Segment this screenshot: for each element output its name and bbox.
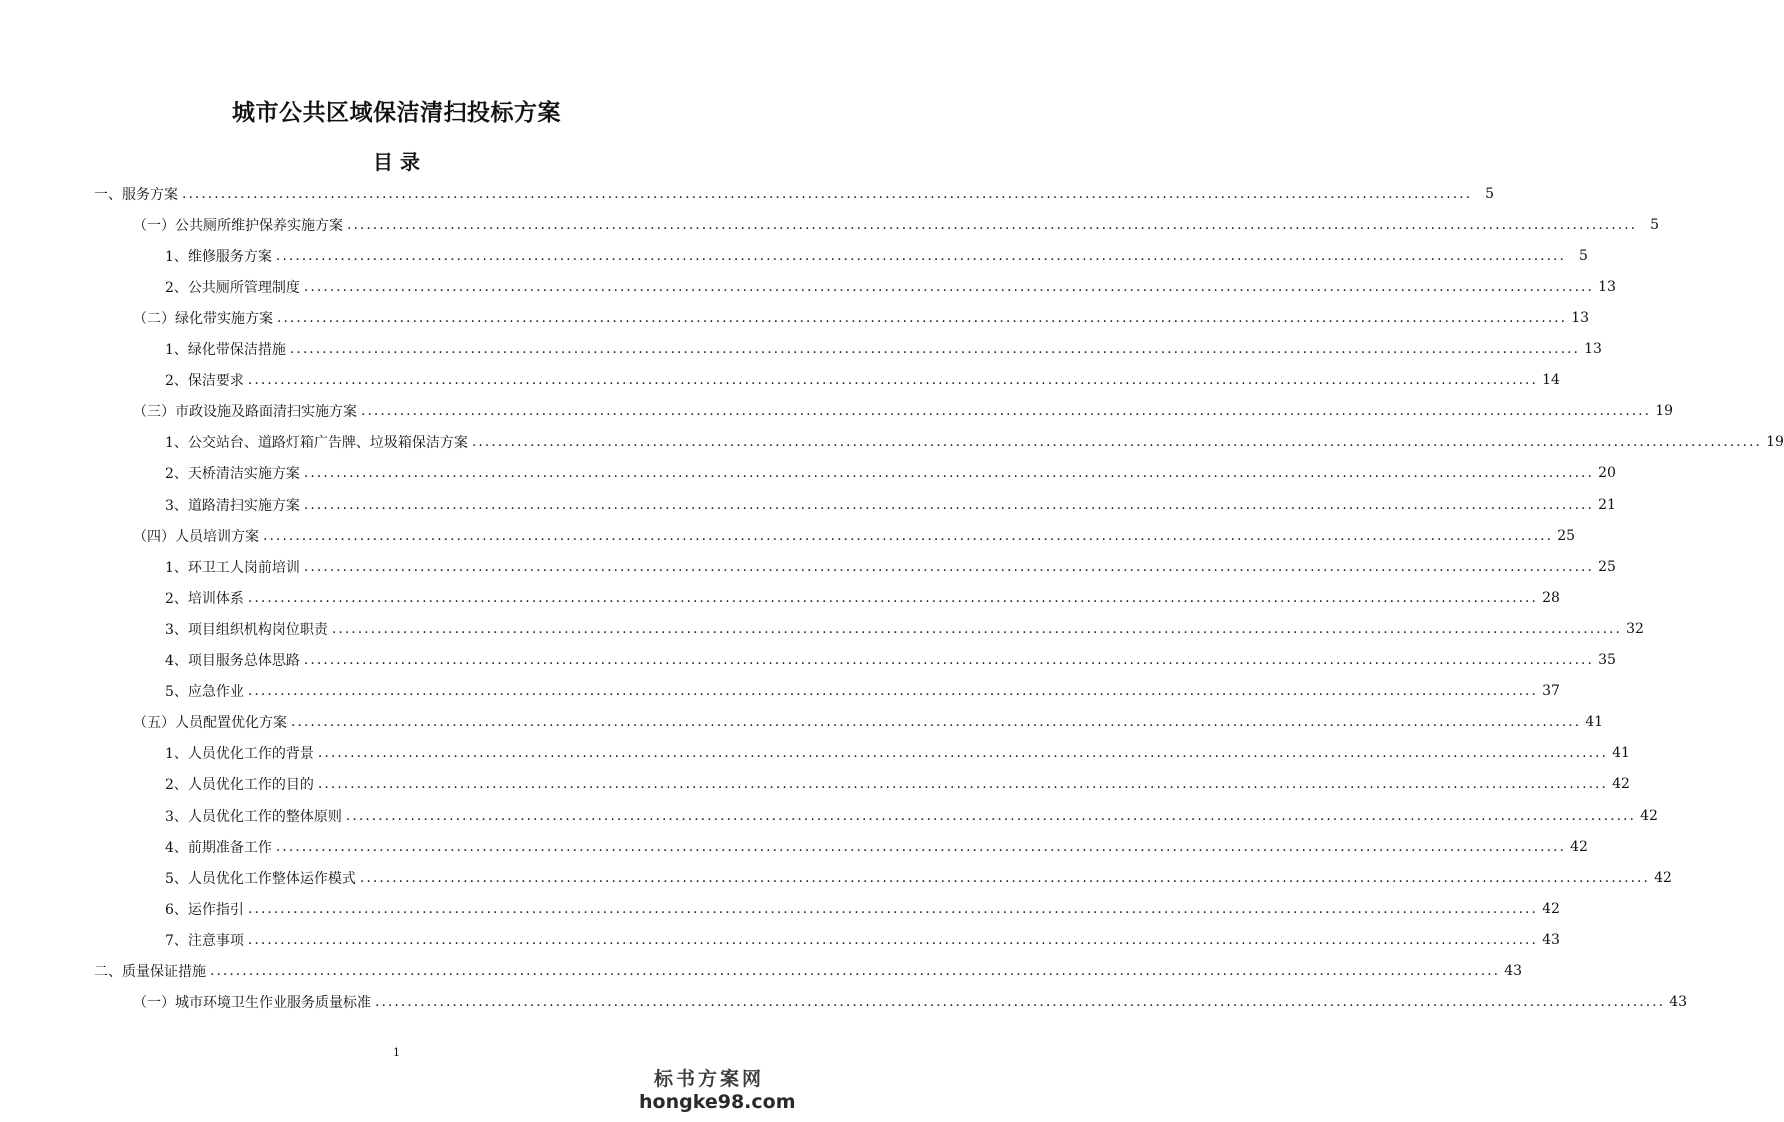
toc-dot-leader: ........................................................................................................................................................................................................ — [471, 434, 1762, 451]
watermark-logo — [639, 1068, 796, 1114]
toc-dot-leader: ........................................................................................................................................................................................................ — [331, 620, 1622, 637]
toc-entry-page: 21 — [1598, 496, 1616, 513]
toc-entry-page: 35 — [1598, 652, 1616, 668]
toc-entry-page: 42 — [1640, 807, 1658, 824]
toc-entry-page: 13 — [1598, 278, 1616, 295]
toc-dot-leader: ........................................................................................................................................................................................................ — [347, 216, 1638, 233]
toc-dot-leader: ........................................................................................................................................................................................................ — [375, 994, 1666, 1011]
toc-entry-page: 13 — [1584, 341, 1602, 357]
toc-entry-page: 14 — [1542, 372, 1560, 389]
toc-entry-label: 2、保洁要求 — [165, 373, 244, 390]
toc-dot-leader: ........................................................................................................................................................................................................ — [303, 496, 1594, 513]
toc-entry[interactable] — [0, 302, 1590, 333]
toc-dot-leader: ........................................................................................................................................................................................................ — [247, 589, 1538, 606]
toc-dot-leader: ........................................................................................................................................................................................................ — [317, 776, 1608, 793]
toc-entry-page: 41 — [1612, 745, 1630, 762]
toc-entry-page: 42 — [1612, 776, 1630, 793]
toc-entry[interactable] — [0, 271, 1616, 302]
toc-entry[interactable] — [0, 769, 1630, 800]
toc-dot-leader: ........................................................................................................................................................................................................ — [247, 372, 1538, 389]
toc-entry[interactable] — [0, 551, 1616, 582]
toc-entry-page: 32 — [1626, 620, 1644, 637]
toc-dot-leader: ........................................................................................................................................................................................................ — [210, 963, 1501, 979]
toc-dot-leader: ........................................................................................................................................................................................................ — [359, 869, 1650, 886]
watermark-url: hongke98.com — [639, 1091, 796, 1113]
toc-entry-label: 一、服务方案 — [94, 186, 178, 203]
toc-dot-leader: ........................................................................................................................................................................................................ — [303, 558, 1594, 575]
toc-entry-label: 4、项目服务总体思路 — [165, 653, 300, 669]
toc-dot-leader: ........................................................................................................................................................................................................ — [303, 278, 1594, 295]
page-number: 1 — [393, 1046, 400, 1059]
toc-entry-label: 二、质量保证措施 — [94, 964, 206, 980]
toc-entry[interactable] — [0, 582, 1560, 613]
toc-entry-label: （三）市政设施及路面清扫实施方案 — [133, 404, 357, 421]
toc-entry-label: 1、公交站台、道路灯箱广告牌、垃圾箱保洁方案 — [165, 435, 468, 452]
toc-entry-page: 41 — [1585, 714, 1604, 731]
toc-dot-leader: ........................................................................................................................................................................................................ — [303, 652, 1594, 668]
toc-dot-leader: ........................................................................................................................................................................................................ — [182, 185, 1473, 202]
toc-entry-label: （一）公共厕所维护保养实施方案 — [133, 217, 343, 234]
toc-entry[interactable] — [0, 520, 1576, 551]
toc-entry[interactable] — [0, 178, 1495, 209]
toc-entry-label: 2、天桥清洁实施方案 — [165, 466, 300, 483]
toc-entry-page: 43 — [1504, 963, 1523, 979]
toc-entry-label: 3、道路清扫实施方案 — [165, 497, 300, 514]
toc-entry-label: 3、人员优化工作的整体原则 — [165, 808, 342, 825]
toc-dot-leader: ........................................................................................................................................................................................................ — [275, 838, 1566, 855]
toc-entry-page: 42 — [1654, 869, 1672, 886]
toc-dot-leader: ........................................................................................................................................................................................................ — [277, 309, 1568, 326]
toc-entry-page: 19 — [1655, 403, 1674, 420]
toc-entry[interactable] — [0, 956, 1523, 987]
toc-entry-label: 1、维修服务方案 — [165, 248, 272, 265]
toc-entry[interactable] — [0, 707, 1604, 738]
toc-entry[interactable] — [0, 676, 1560, 707]
toc-entry-page: 42 — [1542, 900, 1560, 917]
toc-entry[interactable] — [0, 396, 1674, 427]
toc-entry[interactable] — [0, 427, 1784, 458]
toc-entry[interactable] — [0, 738, 1630, 769]
toc-entry-label: （二）绿化带实施方案 — [133, 310, 273, 327]
toc-dot-leader: ........................................................................................................................................................................................................ — [247, 900, 1538, 917]
toc-entry[interactable] — [0, 924, 1560, 955]
toc-entry-label: 3、项目组织机构岗位职责 — [165, 621, 328, 638]
toc-entry-label: 2、公共厕所管理制度 — [165, 279, 300, 296]
toc-entry-label: 2、培训体系 — [165, 590, 244, 607]
toc-entry[interactable] — [0, 240, 1588, 271]
toc-entry-page: 37 — [1542, 683, 1560, 700]
toc-entry[interactable] — [0, 365, 1560, 396]
toc-entry-label: 4、前期准备工作 — [165, 839, 272, 856]
toc-entry-page: 19 — [1766, 434, 1784, 451]
toc-entry-page: 20 — [1598, 465, 1616, 482]
toc-entry-page: 5 — [1579, 247, 1588, 264]
toc-dot-leader: ........................................................................................................................................................................................................ — [247, 683, 1538, 700]
document-title: 城市公共区域保洁清扫投标方案 — [232, 99, 561, 126]
toc-entry-page: 42 — [1570, 838, 1588, 855]
toc-heading: 目 录 — [373, 150, 420, 174]
toc-entry-page: 13 — [1571, 309, 1590, 326]
toc-entry-label: 1、环卫工人岗前培训 — [165, 559, 300, 576]
toc-dot-leader: ........................................................................................................................................................................................................ — [263, 527, 1554, 544]
toc-entry-label: 6、运作指引 — [165, 901, 244, 918]
toc-dot-leader: ........................................................................................................................................................................................................ — [247, 931, 1538, 948]
toc-entry[interactable] — [0, 862, 1672, 893]
toc-dot-leader: ........................................................................................................................................................................................................ — [361, 403, 1652, 420]
toc-entry-page: 43 — [1542, 931, 1560, 948]
toc-entry-label: 1、人员优化工作的背景 — [165, 746, 314, 763]
toc-entry-page: 5 — [1485, 185, 1495, 202]
toc-entry[interactable] — [0, 800, 1658, 831]
toc-entry[interactable] — [0, 334, 1602, 365]
toc-entry[interactable] — [0, 987, 1688, 1018]
toc-entry-label: （五）人员配置优化方案 — [133, 715, 287, 732]
toc-entry[interactable] — [0, 831, 1588, 862]
toc-dot-leader: ........................................................................................................................................................................................................ — [291, 714, 1582, 731]
toc-entry-page: 43 — [1669, 994, 1688, 1011]
toc-entry-label: 5、应急作业 — [165, 684, 244, 701]
toc-entry[interactable] — [0, 893, 1560, 924]
toc-entry-page: 25 — [1557, 527, 1576, 544]
toc-entry[interactable] — [0, 613, 1644, 644]
toc-entry-label: （四）人员培训方案 — [133, 528, 259, 545]
toc-entry-page: 28 — [1542, 589, 1560, 606]
toc-entry-label: 1、绿化带保洁措施 — [165, 342, 286, 358]
toc-dot-leader: ........................................................................................................................................................................................................ — [317, 745, 1608, 762]
watermark-site-name: 标书方案网 — [653, 1068, 764, 1090]
toc-entry-label: 2、人员优化工作的目的 — [165, 777, 314, 794]
toc-entry[interactable] — [0, 458, 1616, 489]
toc-dot-leader: ........................................................................................................................................................................................................ — [289, 341, 1580, 357]
toc-entry-label: （一）城市环境卫生作业服务质量标准 — [133, 995, 371, 1012]
toc-entry[interactable] — [0, 209, 1660, 240]
toc-entry-page: 5 — [1650, 216, 1660, 233]
toc-entry-label: 5、人员优化工作整体运作模式 — [165, 870, 356, 887]
toc-entry-page: 25 — [1598, 558, 1616, 575]
toc-dot-leader: ........................................................................................................................................................................................................ — [345, 807, 1636, 824]
toc-dot-leader: ........................................................................................................................................................................................................ — [275, 247, 1566, 264]
toc-dot-leader: ........................................................................................................................................................................................................ — [303, 465, 1594, 482]
toc-entry[interactable] — [0, 489, 1616, 520]
toc-entry[interactable] — [0, 645, 1616, 676]
toc-entry-label: 7、注意事项 — [165, 932, 244, 949]
